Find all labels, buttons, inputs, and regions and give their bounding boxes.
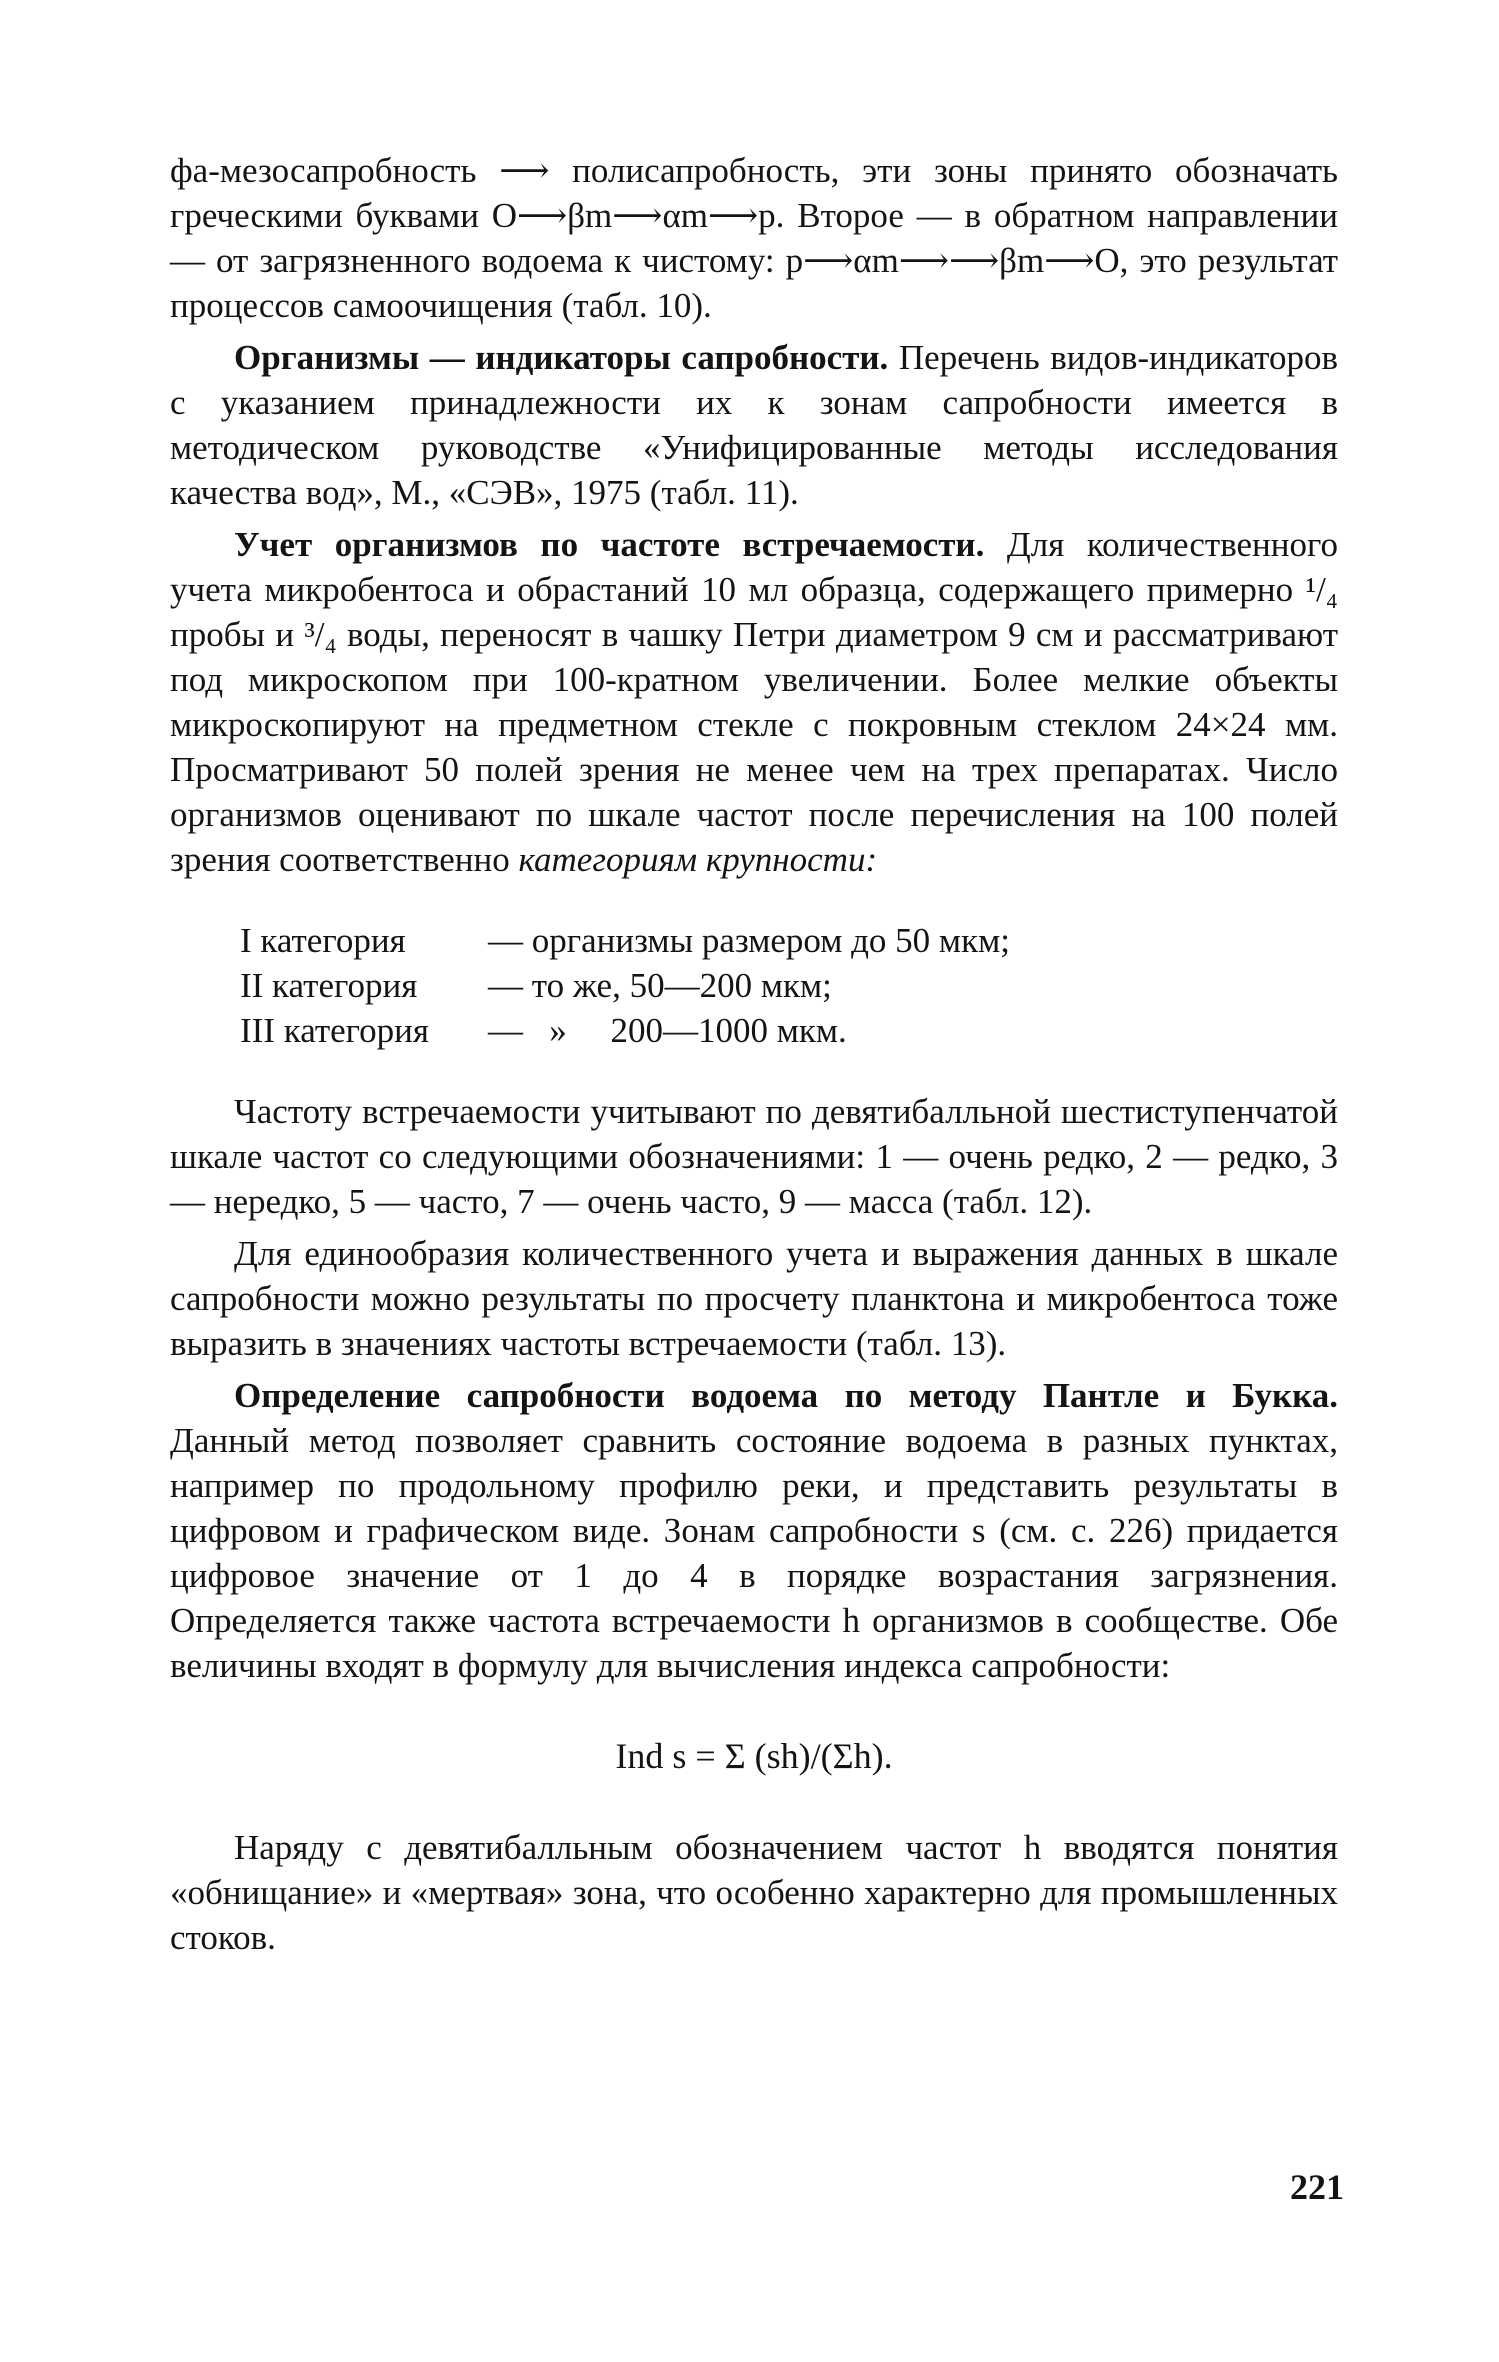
list-item — [240, 918, 1338, 963]
category-name: I категория — [240, 921, 406, 960]
paragraph-frequency-body: Для количественного учета микробентоса и обрастаний 10 мл образца, содержащего примерно ¹/₄ пробы и ³/₄ воды, переносят в чашку Петри диаметром 9 см и рассматривают под микроскопом при 100-кратном увеличении. Более мелкие объекты микроскопируют на предметном стекле с покровным стеклом 24×24 мм. Просматривают 50 полей зрения не менее чем на трех препаратах. Число организмов оценивают по шкале частот после перечисления на 100 полей зрения соответственно — [170, 525, 1338, 879]
paragraph-poverty-zone: Наряду с девятибалльным обозначением частот h вводятся понятия «обнищание» и «мертвая» зона, что особенно характерно для промышленных стоков. — [170, 1828, 1338, 1957]
paragraph-scale: Частоту встречаемости учитывают по девятибалльной шестиступенчатой шкале частот со следующими обозначениями: 1 — очень редко, 2 — редко, 3 — нередко, 5 — часто, 7 — очень часто, 9 — масса (табл. 12). — [170, 1092, 1338, 1221]
category-desc: — организмы размером до 50 мкм; — [488, 921, 1010, 960]
heading-pantle-buck: Определение сапробности водоема по методу Пантле и Букка. — [234, 1376, 1338, 1415]
paragraph-frequency-tail: категориям крупности: — [518, 840, 878, 879]
saprobity-index-formula: Ind s = Σ (sh)/(Σh). — [615, 1736, 893, 1776]
paragraph-uniformity: Для единообразия количественного учета и выражения данных в шкале сапробности можно результаты по просчету планктона и микробентоса тоже выразить в значениях частоты встречаемости (табл. 13). — [170, 1234, 1338, 1363]
category-desc: — то же, 50—200 мкм; — [488, 966, 832, 1005]
category-desc: — » 200—1000 мкм. — [488, 1011, 847, 1050]
heading-frequency: Учет организмов по частоте встречаемости. — [234, 525, 985, 564]
paragraph-1: фа-мезосапробность ⟶ полисапробность, эти зоны принято обозначать греческими буквами O⟶βm⟶αm⟶p. Второе — в обратном направлении — от загрязненного водоема к чистому: p⟶αm⟶⟶βm⟶O, это результат процессов самоочищения (табл. 10). — [170, 151, 1338, 325]
paragraph-pantle-buck — [170, 1373, 1338, 1688]
list-item — [240, 963, 1338, 1008]
paragraph-pantle-buck-body: Данный метод позволяет сравнить состояние водоема в разных пунктах, например по продольному профилю реки, и представить результаты в цифровом и графическом виде. Зонам сапробности s (см. с. 226) придается цифровое значение от 1 до 4 в порядке возрастания загрязнения. Определяется также частота встречаемости h организмов в сообществе. Обе величины входят в формулу для вычисления индекса сапробности: — [170, 1421, 1338, 1685]
category-name: II категория — [240, 966, 418, 1005]
paragraph-frequency — [170, 522, 1338, 882]
list-item — [240, 1008, 1338, 1053]
heading-indicators: Организмы — индикаторы сапробности. — [234, 338, 889, 377]
size-category-list — [240, 918, 1338, 1053]
paragraph-indicators — [170, 335, 1338, 515]
category-name: III категория — [240, 1011, 429, 1050]
paragraph-indicators-body: Перечень видов-индикаторов с указанием принадлежности их к зонам сапробности имеется в методическом руководстве «Унифицированные методы исследования качества вод», М., «СЭВ», 1975 (табл. 11). — [170, 338, 1338, 512]
page-content — [170, 148, 1338, 1967]
page-number: 221 — [1290, 2167, 1344, 2207]
